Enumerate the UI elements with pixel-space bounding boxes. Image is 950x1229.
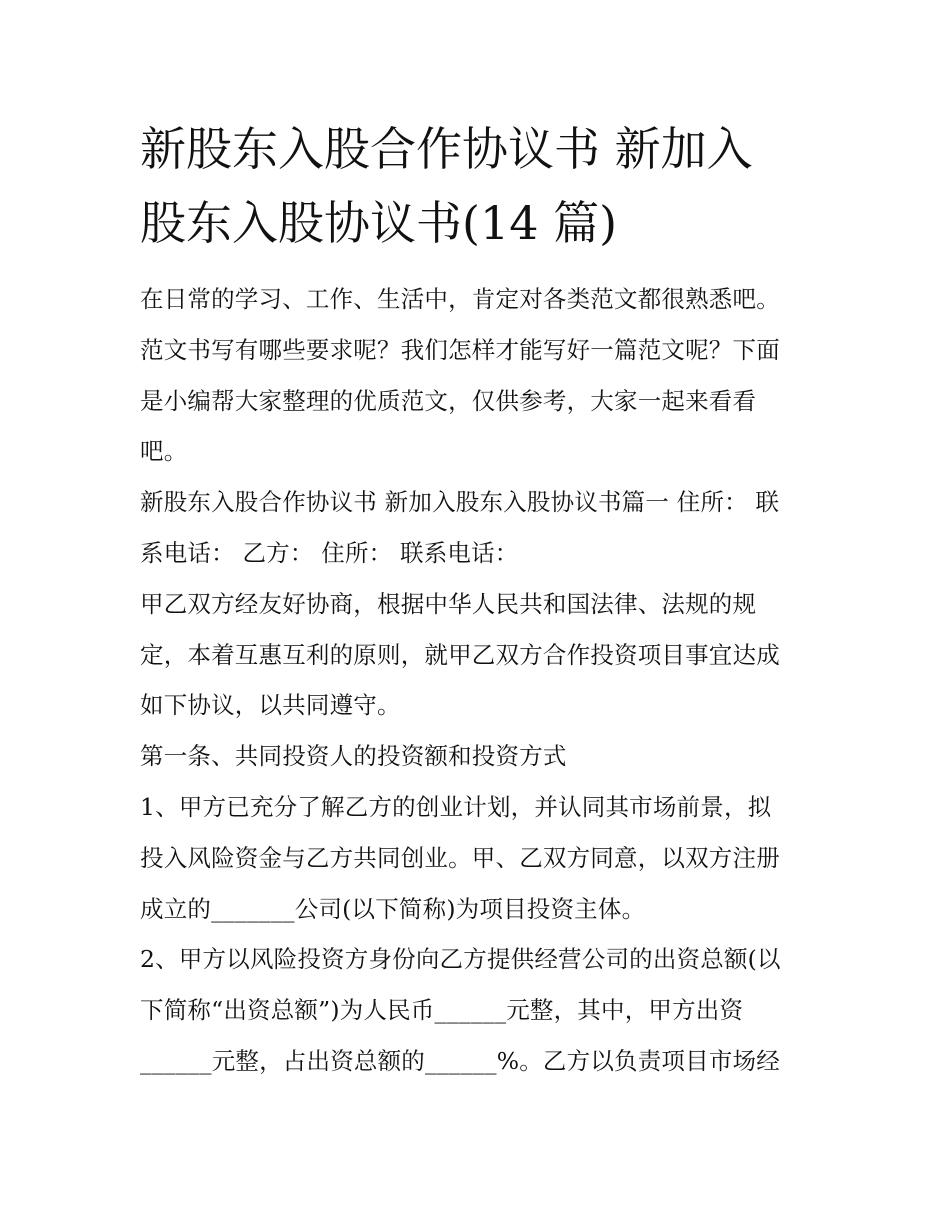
title-line: 股东入股协议书(14 篇) [140,196,618,250]
clause-2-paragraph [140,934,820,1086]
text-line: 系电话： 乙方： 住所： 联系电话： [140,538,519,567]
text-line: 1、甲方已充分了解乙方的创业计划，并认同其市场前景，拟 [140,792,772,821]
intro-paragraph [140,274,820,477]
clause-1-paragraph [140,782,820,934]
document-title [140,112,820,260]
text-line: 投入风险资金与乙方共同创业。甲、乙双方同意，以双方注册 [140,843,780,872]
text-line: 在日常的学习、工作、生活中，肯定对各类范文都很熟悉吧。 [140,285,780,313]
parties-paragraph [140,477,820,579]
text-line: 定，本着互惠互利的原则，就甲乙双方合作投资项目事宜达成 [140,640,780,669]
text-line: 甲乙双方经友好协商，根据中华人民共和国法律、法规的规 [140,589,757,618]
text-line: 新股东入股合作协议书 新加入股东入股协议书篇一 住所： 联 [140,488,780,517]
article-heading [140,731,820,782]
title-line: 新股东入股合作协议书 新加入 [140,122,753,176]
text-line: 是小编帮大家整理的优质范文，仅供参考，大家一起来看看 [140,386,757,415]
text-line: 范文书写有哪些要求呢？我们怎样才能写好一篇范文呢？下面 [140,335,780,364]
text-line: 吧。 [140,437,188,466]
preamble-paragraph [140,579,820,731]
text-line: 2、甲方以风险投资方身份向乙方提供经营公司的出资总额(以 [140,945,781,974]
text-line: 第一条、共同投资人的投资额和投资方式 [140,742,567,771]
document-content [140,112,820,1087]
text-line: 下简称“出资总额”)为人民币______元整，其中，甲方出资 [140,996,744,1025]
text-line: 成立的_______公司(以下简称)为项目投资主体。 [140,894,646,923]
text-line: 如下协议，以共同遵守。 [140,691,401,720]
text-line: ______元整，占出资总额的______%。乙方以负责项目市场经 [140,1046,780,1075]
